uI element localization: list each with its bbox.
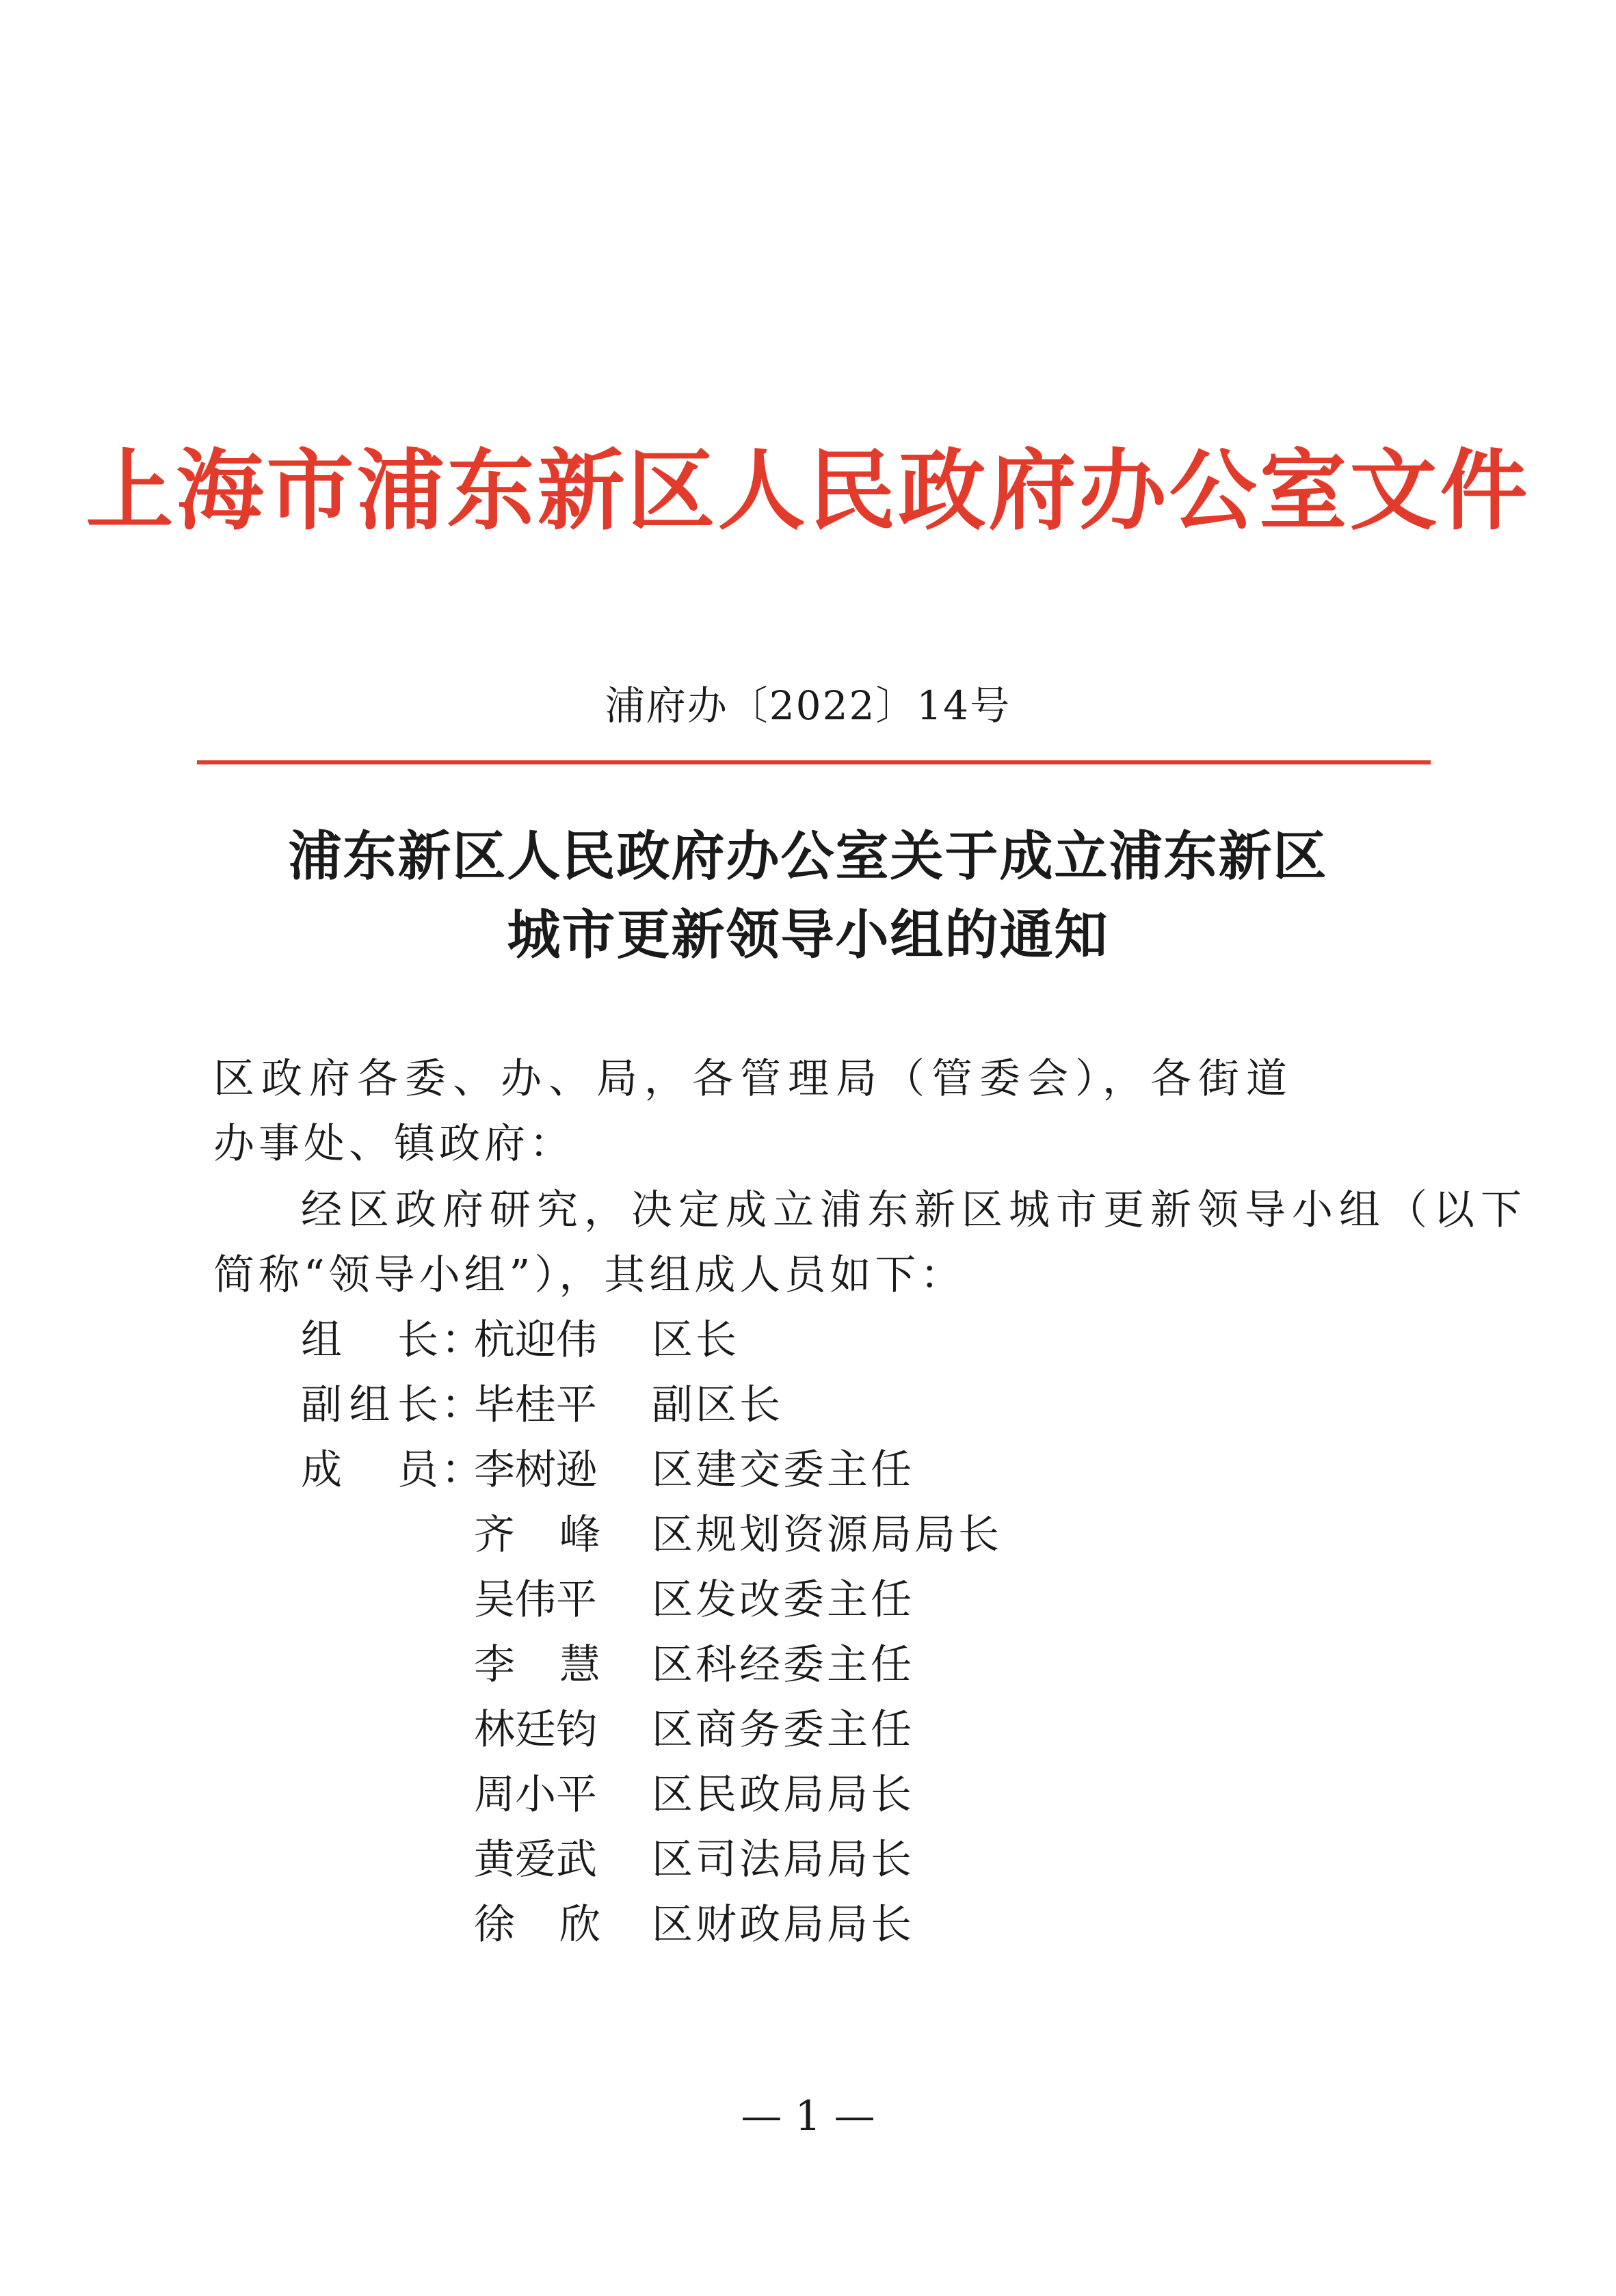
member-title: 区规划资源局局长 [652,1511,1002,1559]
notice-title-line-2: 城市更新领导小组的通知 [507,904,1109,966]
member-name: 黄爱武 [474,1836,597,1884]
member-name: 毕桂平 [474,1381,597,1429]
member-name: 周小平 [474,1771,597,1819]
member-name: 齐 峰 [474,1511,600,1559]
member-name: 李树逊 [474,1446,597,1494]
role-members: 成 员 ： [301,1446,485,1494]
member-title: 区商务委主任 [652,1706,914,1754]
member-title: 副区长 [652,1381,783,1429]
role-leader: 组 长 ： [301,1316,485,1364]
member-title: 区财政局局长 [652,1901,914,1949]
document-number: 浦府办〔2022〕14号 [605,682,1011,729]
member-title: 区长 [652,1316,739,1364]
member-title: 区司法局局长 [652,1836,914,1884]
page-number: — 1 — [741,2092,875,2140]
member-title: 区民政局局长 [652,1771,914,1819]
body-paragraph-line-1: 经区政府研究，决定成立浦东新区城市更新领导小组（以下 [301,1186,1528,1234]
notice-title-line-1: 浦东新区人民政府办公室关于成立浦东新区 [288,825,1328,887]
issuer-header: 上海市浦东新区人民政府办公室文件 [85,440,1531,542]
member-name: 杭迎伟 [474,1316,597,1364]
body-paragraph-line-2: 简称“领导小组”），其组成人员如下： [213,1251,966,1299]
red-divider-line [197,760,1431,764]
member-title: 区发改委主任 [652,1576,914,1624]
member-name: 吴伟平 [474,1576,597,1624]
addressee-line-2: 办事处、镇政府： [213,1120,574,1168]
member-title: 区建交委主任 [652,1446,914,1494]
addressee-line-1: 区政府各委、办、局，各管理局（管委会），各街道 [213,1055,1294,1103]
role-deputy-leader: 副 组 长 ： [301,1381,485,1429]
member-name: 林廷钧 [474,1706,597,1754]
member-title: 区科经委主任 [652,1641,914,1689]
member-name: 徐 欣 [474,1901,600,1949]
member-name: 李 慧 [474,1641,600,1689]
